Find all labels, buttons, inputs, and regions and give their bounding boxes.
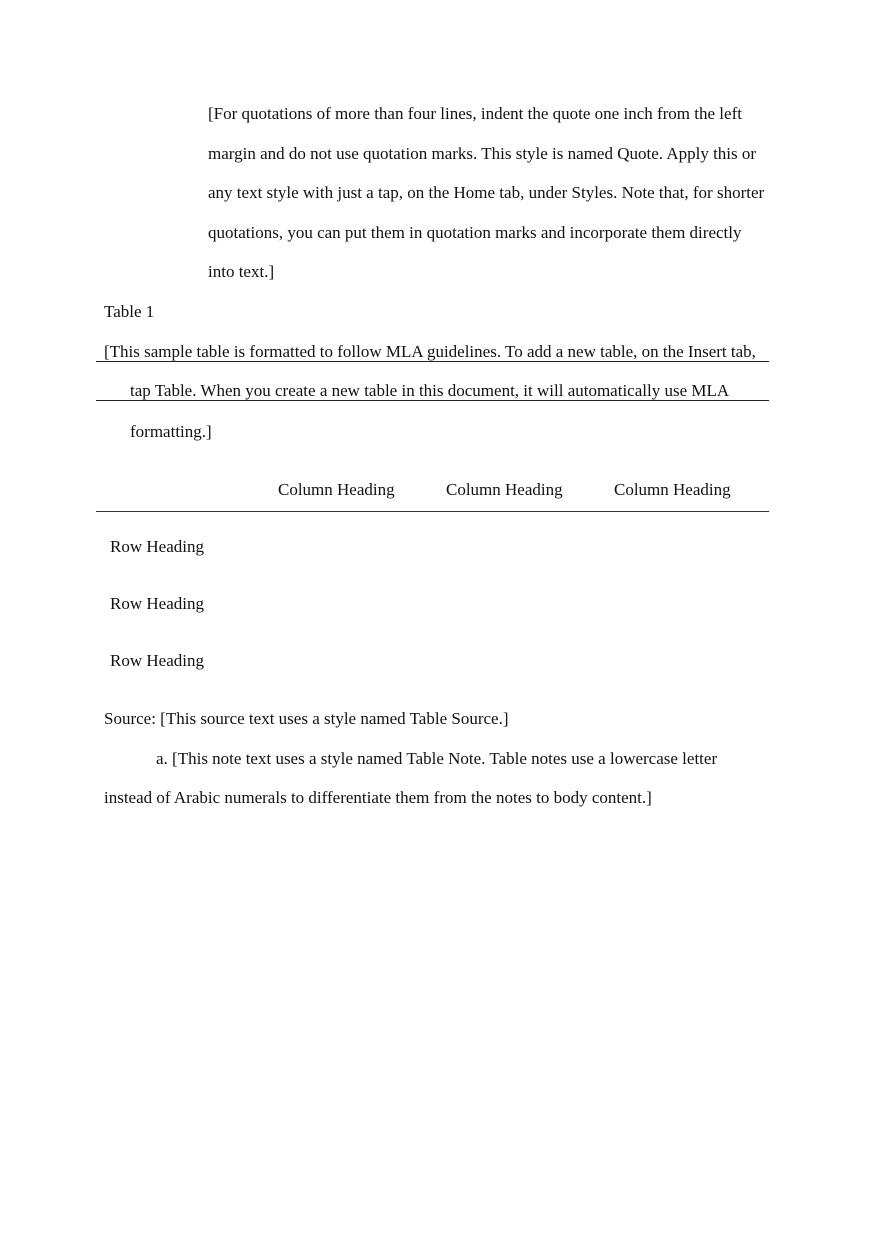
note-line: a. [This note text uses a style named Table Note. Table notes use a lowercase letter [156, 749, 718, 768]
quote-line: margin and do not use quotation marks. This style is named Quote. Apply this or [208, 144, 757, 163]
quote-line: [For quotations of more than four lines, indent the quote one inch from the left [208, 104, 742, 123]
row-heading: Row Heading [110, 594, 204, 613]
quote-line: any text style with just a tap, on the Home tab, under Styles. Note that, for shorter [208, 183, 765, 202]
column-heading: Column Heading [278, 480, 395, 499]
caption-line: [This sample table is formatted to follow MLA guidelines. To add a new table, on the Insert tab, [104, 342, 756, 361]
quote-line: quotations, you can put them in quotation marks and incorporate them directly [208, 223, 742, 242]
row-heading: Row Heading [110, 537, 204, 556]
caption-divider [96, 361, 769, 362]
table-source: Source: [This source text uses a style named Table Source.] [104, 709, 509, 728]
quote-line: into text.] [208, 262, 275, 281]
note-line: instead of Arabic numerals to differentiate them from the notes to body content.] [104, 788, 652, 807]
caption-line: tap Table. When you create a new table in this document, it will automatically use MLA [130, 381, 730, 400]
table-header-rule [96, 511, 769, 512]
table-label: Table 1 [104, 302, 155, 321]
caption-line: formatting.] [130, 422, 212, 441]
row-heading: Row Heading [110, 651, 204, 670]
caption-divider [96, 400, 769, 401]
column-heading: Column Heading [446, 480, 563, 499]
column-heading: Column Heading [614, 480, 731, 499]
